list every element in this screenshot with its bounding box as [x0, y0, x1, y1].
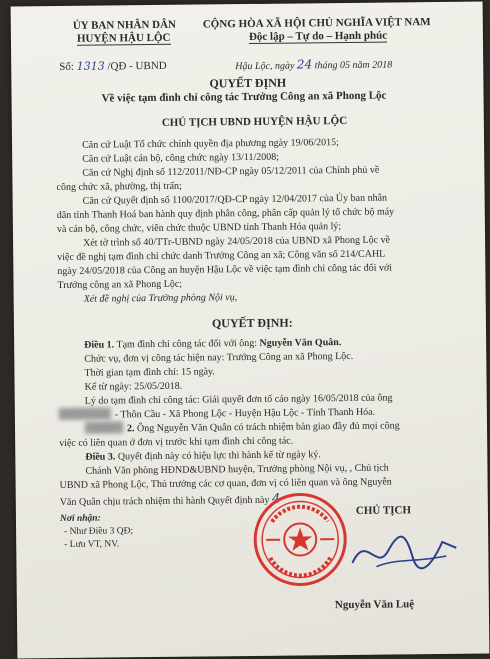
article2-label: 2.	[126, 423, 135, 435]
preamble-line: Căn cứ Quyết định số 1100/2017/QĐ-CP ngày 12/04/2017 của Ủy ban nhân	[82, 192, 388, 207]
document-number	[59, 59, 167, 73]
article2-text	[127, 420, 400, 434]
article1-line: Kể từ ngày: 25/05/2018.	[84, 380, 183, 393]
redacted-label-blur	[85, 421, 123, 433]
number-prefix: Số:	[59, 60, 74, 73]
document-page	[11, 2, 490, 659]
article1-line: Thời gian tạm đình chỉ: 15 ngày.	[84, 366, 215, 379]
subject: Về việc tạm đình chỉ công tác Trưởng Công an xã Phong Lộc	[101, 89, 387, 105]
handwritten-signature	[346, 522, 467, 583]
republic-title: CỘNG HÒA XÃ HỘI CHỦ NGHĨA VIỆT NAM	[202, 16, 431, 31]
article1-heading	[84, 337, 341, 351]
preamble-line: công chức xã, phường, thị trấn;	[56, 180, 182, 194]
signer-name: Nguyễn Văn Luệ	[334, 598, 415, 612]
recipient-item: - Lưu VT, NV.	[64, 539, 120, 550]
place-date	[235, 56, 392, 72]
preamble-line: Căn cứ Nghị định số 112/2011/NĐ-CP ngày 05/12/2011 của Chính phủ về	[82, 164, 380, 179]
redacted-name-blur	[59, 407, 111, 420]
place-date-prefix: Hậu Lộc, ngày	[235, 60, 295, 73]
article2-line2: việc có liên quan ở đơn vị trước khi tạm đình chỉ công tác.	[59, 435, 294, 450]
article1-line: Lý do tạm đình chỉ công tác: Giải quyết đơn tố cáo ngày 16/05/2018 của ông	[84, 392, 393, 407]
preamble-line: Căn cứ Luật Tổ chức chính quyền địa phương ngày 19/06/2015;	[81, 137, 339, 151]
article3-line-text: Văn Quân chịu trách nhiệm thi hành Quyết định này	[59, 494, 270, 509]
number-suffix: /QĐ - UBND	[107, 59, 167, 73]
article3-line	[60, 492, 281, 509]
red-seal-stamp	[252, 491, 349, 588]
preamble-line: và cán bộ, công chức, viên chức thuộc UBND tỉnh Thanh Hóa quản lý;	[56, 221, 342, 236]
preamble-line: Xét đề nghị của Trưởng phòng Nội vụ,	[83, 292, 238, 305]
preamble-line: dân tỉnh Thanh Hoá ban hành quy định phân công, phân cấp quản lý tổ chức bộ máy	[56, 206, 395, 222]
article3-line: UBND xã Phong Lộc, Thủ trưởng các cơ quan, đơn vị có liên quan và ông Nguyễn	[59, 476, 392, 492]
doc-type: QUYẾT ĐỊNH	[209, 75, 287, 91]
article1-line: Chức vụ, đơn vị công tác hiện nay: Trưởng Công an xã Phong Lộc.	[84, 350, 354, 365]
signature-position: CHỦ TỊCH	[355, 504, 412, 517]
preamble-line: Căn cứ Luật cán bộ, công chức ngày 13/11/2008;	[82, 151, 280, 165]
preamble-line: Xét tờ trình số 40/TTr-UBND ngày 24/05/2018 của UBND xã Phong Lộc về	[83, 234, 391, 249]
recipient-item: - Như Điều 3 QĐ;	[64, 526, 134, 537]
article1-text: Tạm đình chỉ công tác đối với ông:	[116, 337, 258, 351]
article1-line: - Thôn Cầu - Xã Phong Lộc - Huyện Hậu Lộc - Tỉnh Thanh Hóa.	[114, 406, 376, 421]
authority: CHỦ TỊCH UBND HUYỆN HẬU LỘC	[161, 114, 348, 129]
article3-line: Chánh Văn phòng HĐND&UBND huyện, Trưởng phòng Nội vụ, , Chủ tịch	[85, 462, 389, 477]
handwritten-mark: 4	[271, 491, 281, 507]
article2-body: Ông Nguyễn Văn Quân có trách nhiệm bàn giao đầy đủ mọi công	[136, 420, 400, 435]
article1-name: Nguyễn Văn Quân.	[259, 337, 342, 349]
motto: Độc lập – Tự do – Hạnh phúc	[248, 29, 388, 43]
decides-heading: QUYẾT ĐỊNH:	[211, 315, 293, 331]
preamble-line: ngày 24/05/2018 của Công an huyện Hậu Lộc về việc tạm đình chỉ công tác đối với	[57, 262, 393, 278]
preamble-line: Trưởng công an xã Phong Lộc;	[57, 278, 183, 292]
number-handwritten: 1313	[76, 59, 105, 73]
preamble-line: việc đề nghị tạm đình chỉ chức danh Trưởng Công an xã; Công văn số 214/CAHL	[57, 248, 386, 264]
article3-label: Điều 3.	[85, 451, 116, 463]
article1-label: Điều 1.	[84, 339, 115, 351]
article3-text: Quyết định này có hiệu lực thi hành kể từ ngày ký.	[117, 449, 321, 463]
place-date-suffix: tháng 05 năm 2018	[314, 59, 393, 72]
day-handwritten: 24	[296, 57, 313, 72]
org-line1: ỦY BAN NHÂN DÂN	[72, 18, 177, 32]
recipients-title: Nơi nhận:	[59, 513, 101, 525]
org-line2: HUYỆN HẬU LỘC	[76, 31, 171, 45]
article3-heading	[85, 449, 321, 462]
